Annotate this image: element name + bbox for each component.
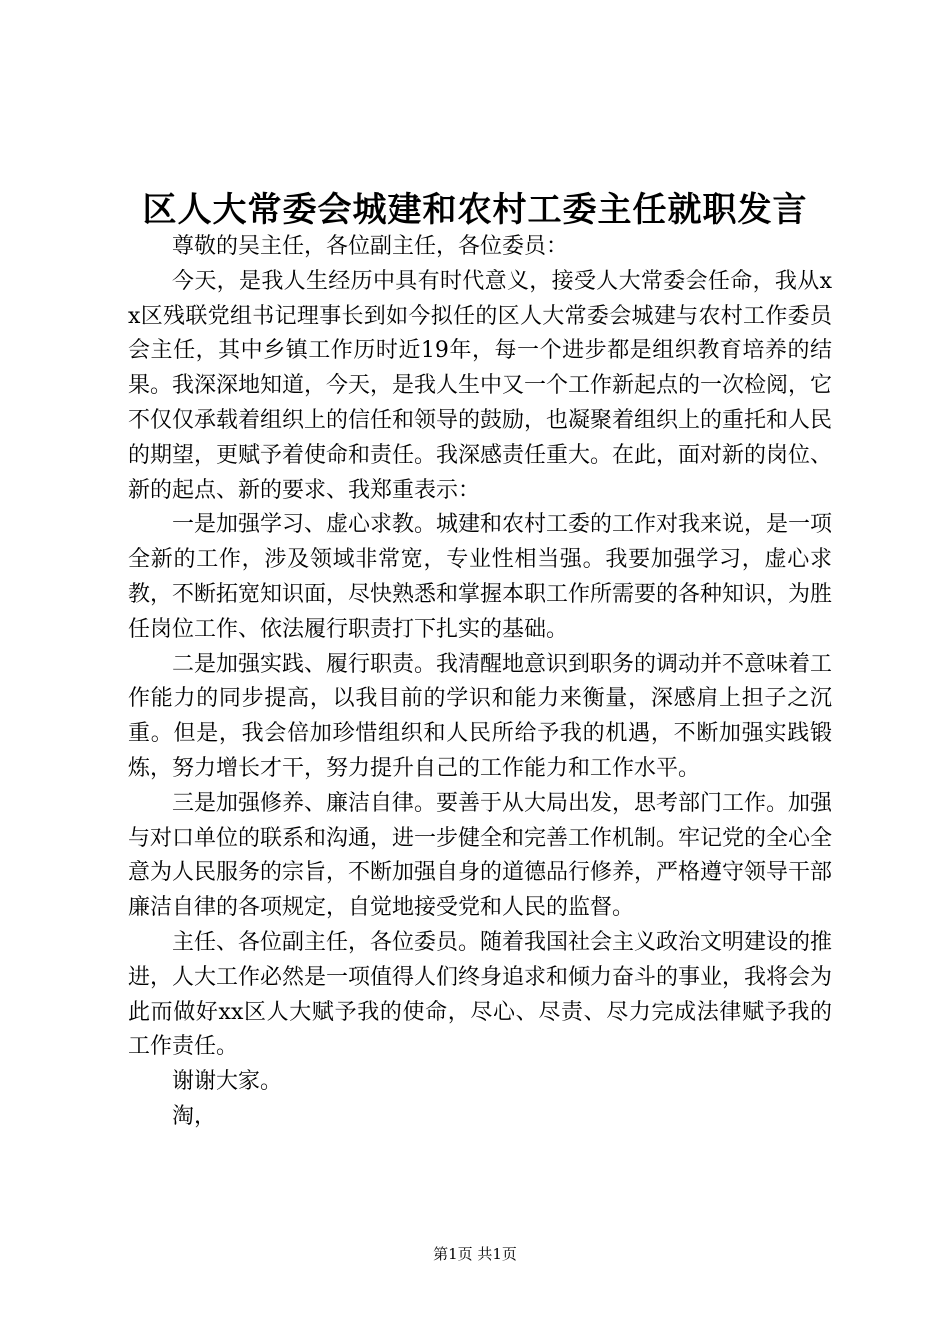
body-paragraph: 主任、各位副主任，各位委员。随着我国社会主义政治文明建设的推进，人大工作必然是一项值得人们终身追求和倾力奋斗的事业，我将会为此而做好xx区人大赋予我的使命，尽心、尽责、尽力完成法律赋予我的工作责任。 xyxy=(128,929,833,1060)
body-paragraph: 今天，是我人生经历中具有时代意义，接受人大常委会任命，我从xx区残联党组书记理事长到如今拟任的区人大常委会城建与农村工作委员会主任，其中乡镇工作历时近19年，每一个进步都是组织教育培养的结果。我深深地知道，今天，是我人生中又一个工作新起点的一次检阅，它不仅仅承载着组织上的信任和领导的鼓励，也凝聚着组织上的重托和人民的期望，更赋予着使命和责任。我深感责任重大。在此，面对新的岗位、新的起点、新的要求、我郑重表示： xyxy=(128,268,833,503)
closing-paragraph: 谢谢大家。 xyxy=(172,1069,283,1095)
document-title: 区人大常委会城建和农村工委主任就职发言 xyxy=(142,190,808,230)
document-body xyxy=(128,230,832,1135)
trailing-paragraph: 淘， xyxy=(172,1103,217,1129)
body-paragraph: 二是加强实践、履行职责。我清醒地意识到职务的调动并不意味着工作能力的同步提高，以我目前的学识和能力来衡量，深感肩上担子之沉重。但是，我会倍加珍惜组织和人民所给予我的机遇，不断加强实践锻炼，努力增长才干，努力提升自己的工作能力和工作水平。 xyxy=(128,651,833,781)
body-paragraph: 三是加强修养、廉洁自律。要善于从大局出发，思考部门工作。加强与对口单位的联系和沟通，进一步健全和完善工作机制。牢记党的全心全意为人民服务的宗旨，不断加强自身的道德品行修养，严格遵守领导干部廉洁自律的各项规定，自觉地接受党和人民的监督。 xyxy=(128,790,833,921)
page-footer: 第1页 共1页 xyxy=(433,1245,517,1263)
salutation-paragraph: 尊敬的吴主任，各位副主任，各位委员： xyxy=(172,234,569,259)
body-paragraph: 一是加强学习、虚心求教。城建和农村工委的工作对我来说，是一项全新的工作，涉及领域非常宽，专业性相当强。我要加强学习，虚心求教，不断拓宽知识面，尽快熟悉和掌握本职工作所需要的各种知识，为胜任岗位工作、依法履行职责打下扎实的基础。 xyxy=(128,512,833,642)
